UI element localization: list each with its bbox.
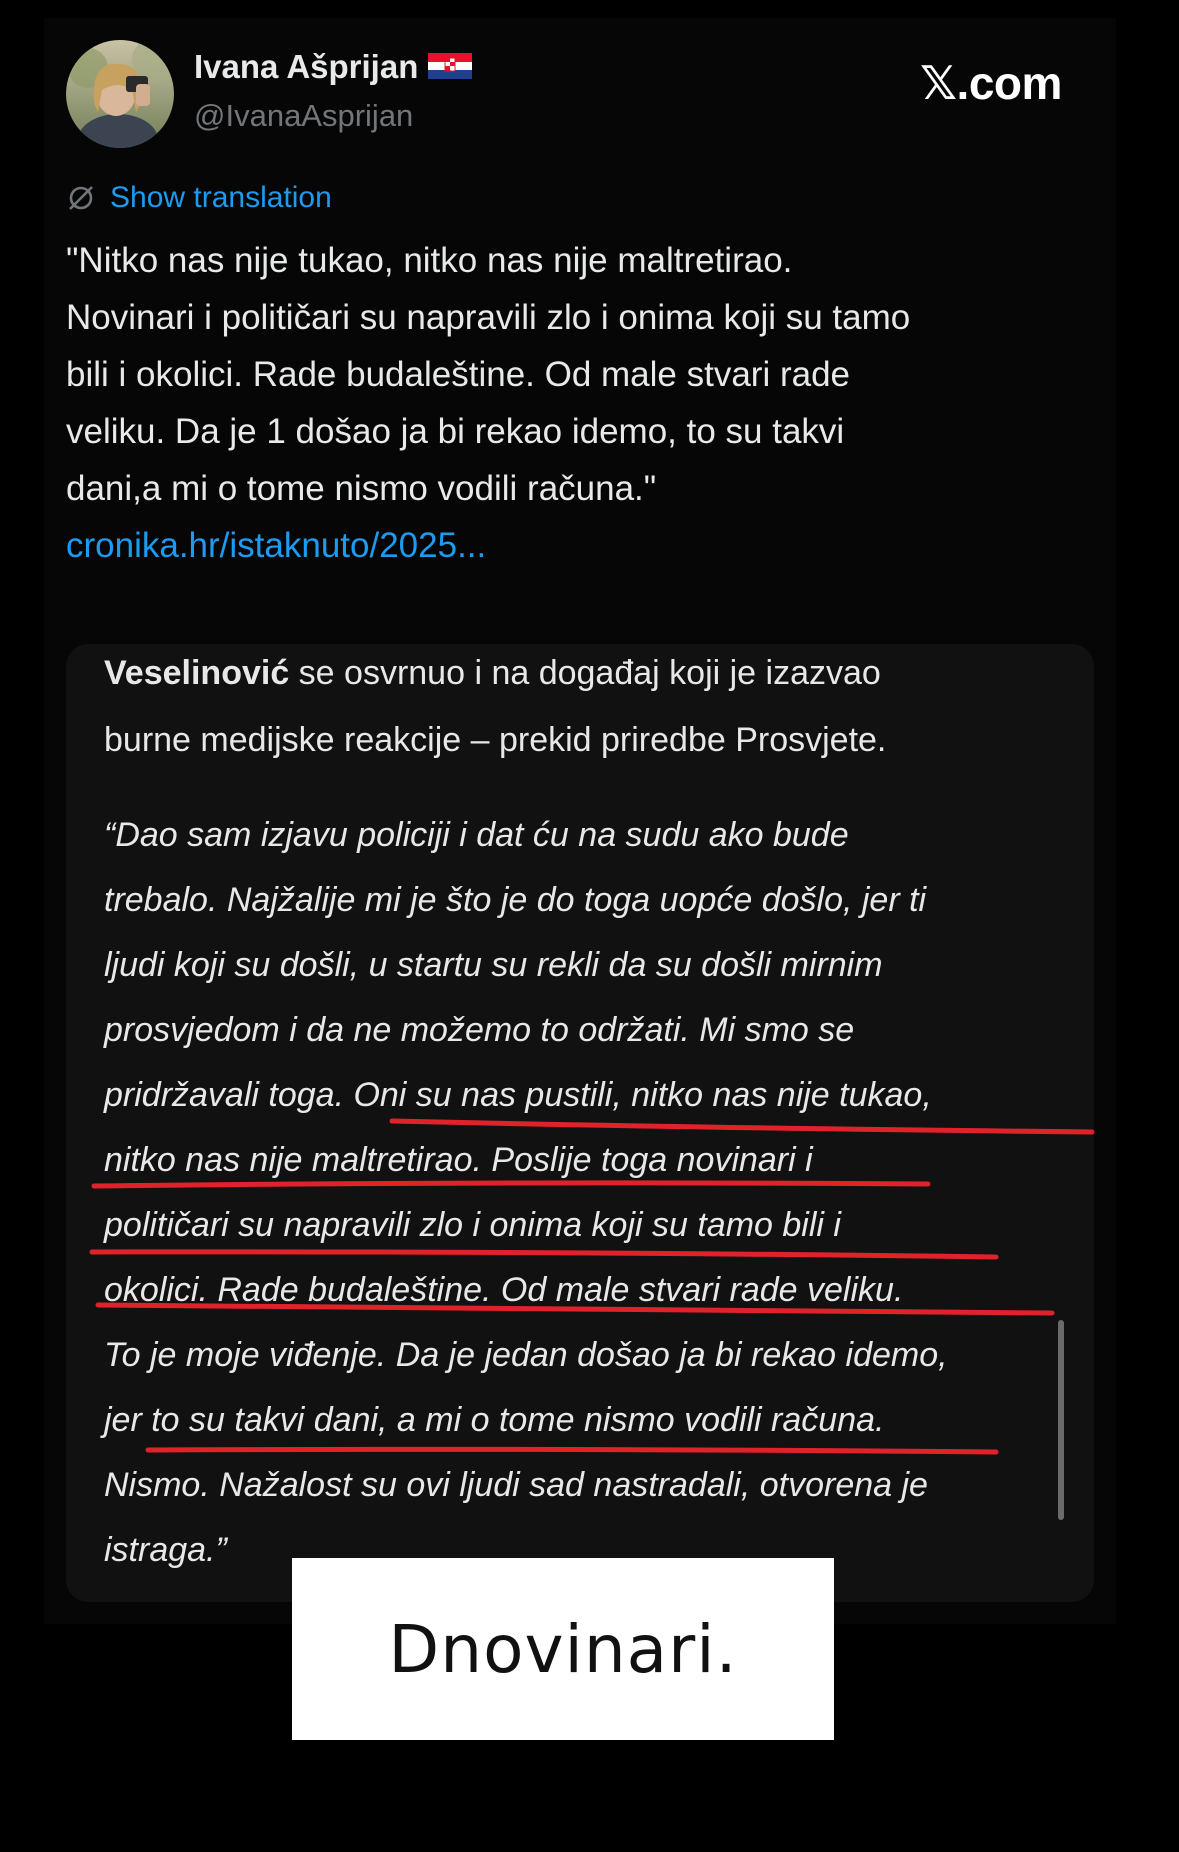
quote-line: prosvjedom i da ne možemo to održati. Mi smo se (104, 1011, 855, 1049)
quote-line: Nismo. Nažalost su ovi ljudi sad nastradali, otvorena je (104, 1466, 928, 1504)
croatia-flag-icon (428, 53, 472, 79)
article-lead-line: burne medijske reakcije – prekid priredbe Prosvjete. (104, 721, 887, 759)
caption-sticker (292, 1558, 834, 1740)
tweet-body (66, 232, 1086, 574)
article-lead-line (104, 640, 1084, 707)
author-handle[interactable]: @IvanaAsprijan (194, 98, 414, 133)
quote-line: jer to su takvi dani, a mi o tome nismo vodili računa. (104, 1401, 885, 1439)
avatar-photo (66, 40, 174, 148)
article-quote-paragraph (104, 803, 1084, 1583)
caption-text: Dnovinari. (388, 1610, 738, 1688)
scrollbar-thumb[interactable] (1058, 1320, 1064, 1520)
tweet-text-line: dani,a mi o tome nismo vodili računa." (66, 469, 657, 508)
tweet-text-line: Novinari i političari su napravili zlo i onima koji su tamo (66, 298, 911, 337)
site-brand-logo: 𝕏.com (920, 57, 1062, 109)
quote-line: To je moje viđenje. Da je jedan došao ja bi rekao idemo, (104, 1336, 948, 1374)
article-lead-paragraph (104, 640, 1084, 774)
quote-line: istraga.” (104, 1531, 227, 1569)
author-avatar[interactable] (66, 40, 174, 148)
tweet-text-line: "Nitko nas nije tukao, nitko nas nije maltretirao. (66, 241, 793, 280)
tweet-text-line: veliku. Da je 1 došao ja bi rekao idemo, to su takvi (66, 412, 845, 451)
author-name[interactable] (194, 48, 472, 86)
article-lead-name: Veselinović (104, 654, 290, 692)
translate-slash-icon (66, 183, 96, 213)
tweet-text-line: bili i okolici. Rade budaleštine. Od male stvari rade (66, 355, 850, 394)
article-lead-rest: se osvrnuo i na događaj koji je izazvao (289, 654, 881, 692)
article-link[interactable]: cronika.hr/istaknuto/2025... (66, 526, 487, 565)
quote-line: okolici. Rade budaleštine. Od male stvari rade veliku. (104, 1271, 904, 1309)
show-translation-label: Show translation (110, 181, 332, 214)
quote-line: političari su napravili zlo i onima koji su tamo bili i (104, 1206, 841, 1244)
quote-line: pridržavali toga. Oni su nas pustili, nitko nas nije tukao, (104, 1076, 932, 1114)
show-translation-button[interactable] (66, 180, 332, 216)
quote-line: “Dao sam izjavu policiji i dat ću na sudu ako bude (104, 816, 849, 854)
quote-line: trebalo. Najžalije mi je što je do toga uopće došlo, jer ti (104, 881, 927, 919)
author-name-text: Ivana Ašprijan (194, 48, 419, 85)
quote-line: ljudi koji su došli, u startu su rekli da su došli mirnim (104, 946, 883, 984)
quote-line: nitko nas nije maltretirao. Poslije toga novinari i (104, 1141, 813, 1179)
